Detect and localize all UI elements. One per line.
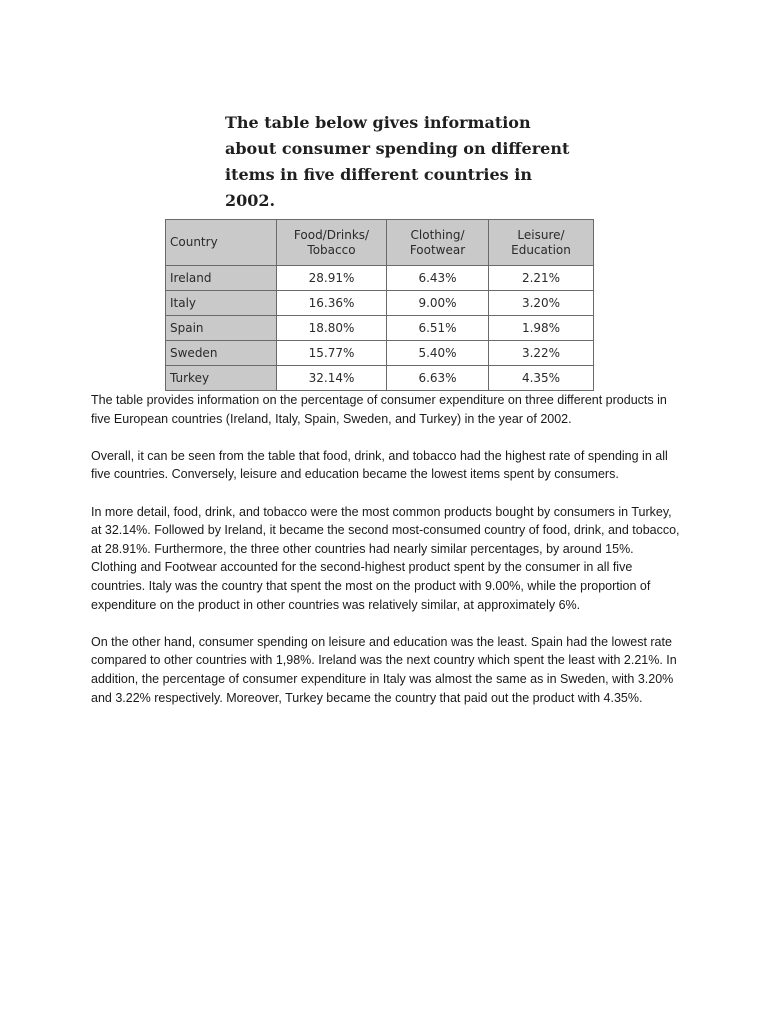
table-row xyxy=(166,366,594,391)
table-header-row xyxy=(166,220,594,266)
food-cell: 15.77% xyxy=(277,341,387,366)
detail-paragraph: In more detail, food, drink, and tobacco were the most common products bought by consumers in Turkey, at 32.14%. Followed by Ireland, it became the second most-consumed country of food, drink, and tobacco, at 28.91%. Furthermore, the three other countries had nearly similar percentages, by around 15%. Clothing and Footwear accounted for the second-highest product spent by the consumer in all five countries. Italy was the country that spent the most on the product with 9.00%, while the proportion of expenditure on the product in other countries was relatively similar, at approximately 6%. xyxy=(91,504,680,612)
food-cell: 28.91% xyxy=(277,266,387,291)
country-cell: Turkey xyxy=(166,366,277,391)
consumer-spending-table xyxy=(165,219,594,391)
country-cell: Ireland xyxy=(166,266,277,291)
consumer-spending-table-image xyxy=(165,219,593,388)
overview-paragraph: Overall, it can be seen from the table that food, drink, and tobacco had the highest rate of spending in all five countries. Conversely, leisure and education became the lowest items spent by consumers. xyxy=(91,448,668,482)
heading-line: about consumer spending on different xyxy=(225,139,570,158)
clothing-cell: 6.43% xyxy=(387,266,489,291)
heading-line: items in five different countries in xyxy=(225,165,532,184)
header-leisure-line: Leisure/ xyxy=(517,227,565,242)
heading-line: The table below gives information xyxy=(225,113,531,132)
table-row xyxy=(166,266,594,291)
table-row xyxy=(166,291,594,316)
food-cell: 18.80% xyxy=(277,316,387,341)
essay-body xyxy=(91,391,681,726)
table-row xyxy=(166,316,594,341)
header-clothing xyxy=(387,220,489,266)
table-caption-heading xyxy=(225,110,570,214)
header-clothing-line: Clothing/ xyxy=(410,227,465,242)
leisure-cell: 1.98% xyxy=(489,316,594,341)
country-cell: Spain xyxy=(166,316,277,341)
heading-line: 2002. xyxy=(225,191,276,210)
header-clothing-line: Footwear xyxy=(409,242,466,257)
leisure-cell: 2.21% xyxy=(489,266,594,291)
leisure-cell: 3.20% xyxy=(489,291,594,316)
food-cell: 16.36% xyxy=(277,291,387,316)
header-country: Country xyxy=(166,220,277,266)
intro-paragraph: The table provides information on the percentage of consumer expenditure on three different products in five European countries (Ireland, Italy, Spain, Sweden, and Turkey) in the year of 2002. xyxy=(91,393,667,426)
table-row xyxy=(166,341,594,366)
header-leisure-line: Education xyxy=(511,242,571,257)
header-food xyxy=(277,220,387,266)
clothing-cell: 5.40% xyxy=(387,341,489,366)
leisure-cell: 3.22% xyxy=(489,341,594,366)
header-food-line: Food/Drinks/ xyxy=(293,227,370,242)
clothing-cell: 6.51% xyxy=(387,316,489,341)
country-cell: Sweden xyxy=(166,341,277,366)
conclusion-paragraph: On the other hand, consumer spending on leisure and education was the least. Spain had the lowest rate compared to other countries with 1,98%. Ireland was the next country which spent the least with 2.21%. In addition, the percentage of consumer expenditure in Italy was almost the same as in Sweden, with 3.20% and 3.22% respectively. Moreover, Turkey became the country that paid out the product with 4.35%. xyxy=(91,634,677,705)
header-food-line: Tobacco xyxy=(307,242,356,257)
clothing-cell: 9.00% xyxy=(387,291,489,316)
leisure-cell: 4.35% xyxy=(489,366,594,391)
header-leisure xyxy=(489,220,594,266)
food-cell: 32.14% xyxy=(277,366,387,391)
country-cell: Italy xyxy=(166,291,277,316)
clothing-cell: 6.63% xyxy=(387,366,489,391)
